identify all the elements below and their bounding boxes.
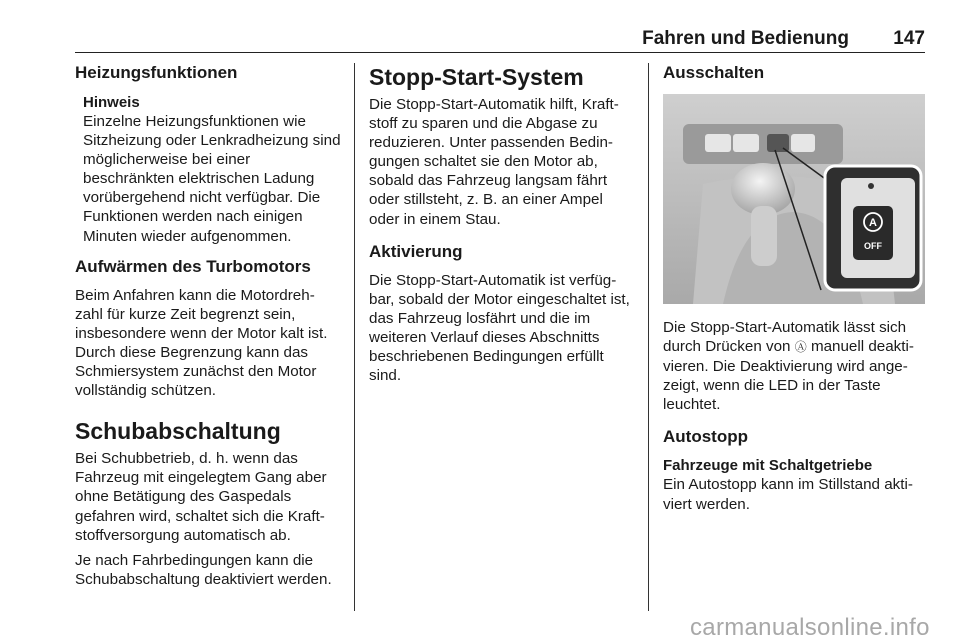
schub-text-1: Bei Schubbetrieb, d. h. wenn das Fahrzeug mit eingelegtem Gang aber ohne Betätigung des Gaspedals gefahren wird, schaltet sich die Kraft- stoffversorgung automatisch ab. [75,450,327,544]
console-photo [663,94,925,304]
off-button-label: OFF [864,241,882,251]
page-number: 147 [893,28,925,49]
page-header [75,26,925,53]
subheading-schaltgetriebe: Fahrzeuge mit Schaltgetriebe [663,457,873,475]
hinweis-label: Hinweis [83,94,140,111]
column-divider-1 [354,63,355,611]
heading-autostopp: Autostopp [663,427,748,447]
aus-text [663,318,928,414]
heading-turbomotor: Aufwärmen des Turbomotors [75,256,311,276]
watermark: carmanualsonline.info [690,614,930,641]
schub-text-2: Je nach Fahrbedingungen kann die Schubabschaltung deaktiviert werden. [75,551,332,588]
stopp-text: Die Stopp-Start-Automatik hilft, Kraft- stoff zu sparen und die Abgase zu reduzieren. Unter passenden Bedin- gungen schaltet sie den Motor ab, sobald das Fahrzeug langsam fährt oder stillsteht, z. B. an einer Ampel oder in einem Stau. [369,96,619,228]
heading-ausschalten: Ausschalten [663,63,765,82]
heading-schubabschaltung: Schubabschaltung [75,418,281,445]
auto-stop-symbol-icon: Ⓐ [794,340,807,355]
turbo-text: Beim Anfahren kann die Motordreh- zahl für kurze Zeit begrenzt sein, insbesondere wenn der Motor kalt ist. Durch diese Begrenzung kann das Schmiersystem zunächst den Motor vollständig schützen. [75,286,328,400]
hinweis-text: Einzelne Heizungsfunktionen wie Sitzheizung oder Lenkradheizung sind möglicherweise bei einer beschränkten elektrischen Ladung vorübergehend nicht verfügbar. Die Funktionen werden nach einigen Minuten wieder aufgenommen. [83,113,341,245]
autostopp-text: Ein Autostopp kann im Stillstand akti- viert werden. [663,476,913,513]
heading-stopp-start-system: Stopp-Start-System [369,64,584,90]
column-middle [369,62,637,385]
column-left [75,62,345,589]
header-title: Fahren und Bedienung [642,28,849,49]
svg-text:A: A [869,217,877,229]
column-right [663,62,928,514]
heading-aktivierung: Aktivierung [369,241,463,261]
heading-heizungsfunktionen: Heizungsfunktionen [75,63,238,82]
column-divider-2 [648,63,649,611]
hinweis-box [75,93,345,246]
aus-text-before: Die Stopp-Start-Automatik lässt sich durch Drücken von [663,319,907,356]
aus-text-after: manuell deakti- vieren. Die Deaktivierung wird ange- zeigt, wenn die LED in der Taste leuchtet. [663,338,914,414]
aktiv-text: Die Stopp-Start-Automatik ist verfüg- bar, sobald der Motor eingeschaltet ist, das Fahrzeug losfährt und die im weiteren Verlauf dieses Abschnitts beschriebenen Bedingungen erfüllt sind. [369,271,630,385]
console-illustration [663,94,925,304]
